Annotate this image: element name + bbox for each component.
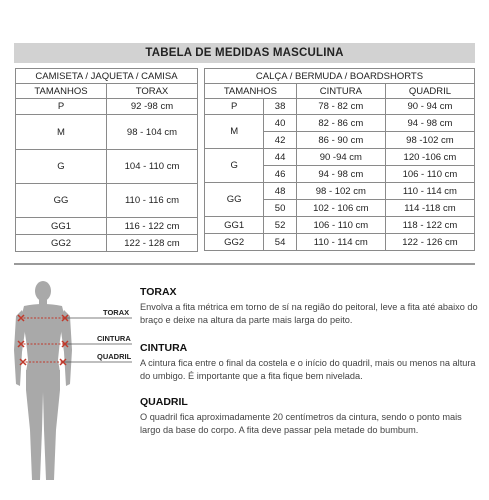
guide-torax — [140, 286, 480, 327]
table-cell: 94 - 98 cm — [385, 115, 474, 132]
figure-label-quadril: QUADRIL — [97, 352, 132, 361]
guide-torax-text: Envolva a fita métrica em torno de sí na região do peitoral, leve a fita até abaixo do braço e deixe na altura da parte mais larga do peito. — [140, 302, 478, 325]
table-cell: 54 — [264, 234, 296, 251]
table-cell: G — [16, 150, 107, 184]
table-cell: M — [205, 115, 264, 149]
table-cell: 46 — [264, 166, 296, 183]
table-cell: 38 — [264, 99, 296, 115]
table-cell: 48 — [264, 183, 296, 200]
table-cell: 98 - 102 cm — [296, 183, 385, 200]
table-cell: GG2 — [205, 234, 264, 251]
body-measurement-figure — [14, 280, 134, 490]
pants-col-size: TAMANHOS — [205, 84, 297, 99]
table-cell: 98 - 104 cm — [107, 115, 198, 150]
table-cell: G — [205, 149, 264, 183]
table-cell: 122 - 126 cm — [385, 234, 474, 251]
table-cell: P — [16, 99, 107, 115]
pants-col-cintura: CINTURA — [296, 84, 385, 99]
table-cell: GG1 — [16, 218, 107, 235]
table-cell: 44 — [264, 149, 296, 166]
guide-torax-heading: TORAX — [140, 286, 177, 298]
table-cell: 94 - 98 cm — [296, 166, 385, 183]
figure-label-torax: TORAX — [103, 308, 130, 317]
shirt-col-size: TAMANHOS — [16, 84, 107, 99]
shirt-size-table — [15, 68, 198, 252]
table-cell: GG — [205, 183, 264, 217]
table-cell: 52 — [264, 217, 296, 234]
table-cell: GG1 — [205, 217, 264, 234]
figure-label-cintura: CINTURA — [97, 334, 131, 343]
pants-size-table — [204, 68, 475, 251]
table-cell: 98 -102 cm — [385, 132, 474, 149]
table-cell: 110 - 114 cm — [296, 234, 385, 251]
table-cell: 78 - 82 cm — [296, 99, 385, 115]
table-cell: 90 - 94 cm — [385, 99, 474, 115]
table-cell: 116 - 122 cm — [107, 218, 198, 235]
guide-cintura-text: A cintura fica entre o final da costela e o início do quadril, mais ou menos na altura do umbigo. É importante que a fita fique bem nivelada. — [140, 358, 476, 381]
table-cell: M — [16, 115, 107, 150]
table-cell: 110 - 116 cm — [107, 184, 198, 218]
table-cell: 86 - 90 cm — [296, 132, 385, 149]
table-cell: 82 - 86 cm — [296, 115, 385, 132]
table-cell: GG2 — [16, 235, 107, 252]
size-chart-title: TABELA DE MEDIDAS MASCULINA — [14, 43, 475, 63]
table-cell: 114 -118 cm — [385, 200, 474, 217]
table-cell: 92 -98 cm — [107, 99, 198, 115]
table-cell: GG — [16, 184, 107, 218]
guide-cintura — [140, 342, 480, 383]
table-cell: 118 - 122 cm — [385, 217, 474, 234]
pants-group-header: CALÇA / BERMUDA / BOARDSHORTS — [205, 69, 475, 84]
section-divider — [14, 263, 475, 265]
table-cell: 106 - 110 cm — [296, 217, 385, 234]
shirt-col-torax: TORAX — [107, 84, 198, 99]
table-cell: 106 - 110 cm — [385, 166, 474, 183]
table-cell: 90 -94 cm — [296, 149, 385, 166]
guide-cintura-heading: CINTURA — [140, 342, 188, 354]
table-cell: 104 - 110 cm — [107, 150, 198, 184]
table-cell: 42 — [264, 132, 296, 149]
table-cell: 50 — [264, 200, 296, 217]
table-cell: 122 - 128 cm — [107, 235, 198, 252]
guide-quadril-text: O quadril fica aproximadamente 20 centímetros da cintura, sendo o ponto mais largo da base do corpo. A fita deve passar pela metade do bumbum. — [140, 412, 462, 435]
pants-col-quadril: QUADRIL — [385, 84, 474, 99]
guide-quadril — [140, 396, 480, 437]
table-cell: 110 - 114 cm — [385, 183, 474, 200]
table-cell: 40 — [264, 115, 296, 132]
guide-quadril-heading: QUADRIL — [140, 396, 188, 408]
table-cell: P — [205, 99, 264, 115]
table-cell: 102 - 106 cm — [296, 200, 385, 217]
shirt-group-header: CAMISETA / JAQUETA / CAMISA — [16, 69, 198, 84]
table-cell: 120 -106 cm — [385, 149, 474, 166]
